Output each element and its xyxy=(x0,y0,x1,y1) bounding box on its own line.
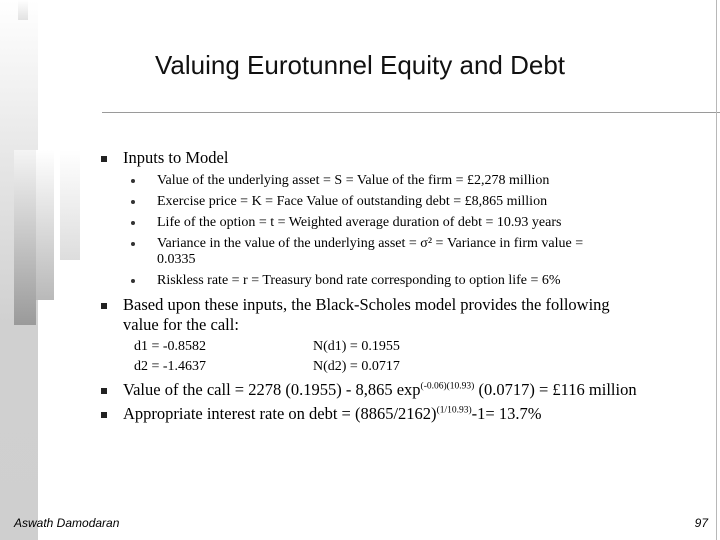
left-light-bar xyxy=(60,150,80,260)
d1-value: d1 = -0.8582 xyxy=(134,339,207,354)
round-bullet-icon xyxy=(131,221,135,225)
square-bullet-icon xyxy=(101,388,107,394)
input-item-variance: Variance in the value of the underlying asset = σ² = Variance in firm value = xyxy=(157,236,584,251)
n-d1-value: N(d1) = 0.1955 xyxy=(313,339,400,354)
left-mid-bar xyxy=(36,150,54,300)
input-item-asset-value: Value of the underlying asset = S = Value of the firm = £2,278 million xyxy=(157,173,550,188)
interest-rate-suffix: -1= 13.7% xyxy=(471,404,542,423)
square-bullet-icon xyxy=(101,303,107,309)
interest-rate-exponent: (1/10.93) xyxy=(436,405,472,416)
black-scholes-intro: Based upon these inputs, the Black-Scholes model provides the following xyxy=(123,295,610,314)
d2-value: d2 = -1.4637 xyxy=(134,359,207,374)
call-value-prefix: Value of the call = 2278 (0.1955) - 8,865 exp xyxy=(123,380,421,399)
n-d2-value: N(d2) = 0.0717 xyxy=(313,359,400,374)
square-bullet-icon xyxy=(101,412,107,418)
top-corner-bar xyxy=(18,0,28,20)
input-item-option-life: Life of the option = t = Weighted average duration of debt = 10.93 years xyxy=(157,215,562,230)
round-bullet-icon xyxy=(131,242,135,246)
input-item-exercise-price: Exercise price = K = Face Value of outstanding debt = £8,865 million xyxy=(157,194,548,209)
inputs-heading: Inputs to Model xyxy=(123,148,229,167)
right-edge-line xyxy=(716,0,717,540)
round-bullet-icon xyxy=(131,179,135,183)
call-value-suffix: (0.0717) = £116 million xyxy=(474,380,637,399)
title-divider xyxy=(102,112,720,113)
interest-rate-line xyxy=(123,404,541,424)
call-value-line xyxy=(123,380,637,400)
slide-title: Valuing Eurotunnel Equity and Debt xyxy=(154,50,566,80)
left-dark-bar xyxy=(14,150,36,325)
input-item-riskless-rate: Riskless rate = r = Treasury bond rate corresponding to option life = 6% xyxy=(157,273,561,288)
round-bullet-icon xyxy=(131,279,135,283)
call-value-exponent: (-0.06)(10.93) xyxy=(420,381,475,392)
page-number: 97 xyxy=(694,516,708,530)
footer-author: Aswath Damodaran xyxy=(14,516,120,530)
black-scholes-intro-cont: value for the call: xyxy=(123,315,239,334)
round-bullet-icon xyxy=(131,200,135,204)
square-bullet-icon xyxy=(101,156,107,162)
interest-rate-prefix: Appropriate interest rate on debt = (8865/2162) xyxy=(123,404,437,423)
input-item-variance-value: 0.0335 xyxy=(157,252,196,267)
